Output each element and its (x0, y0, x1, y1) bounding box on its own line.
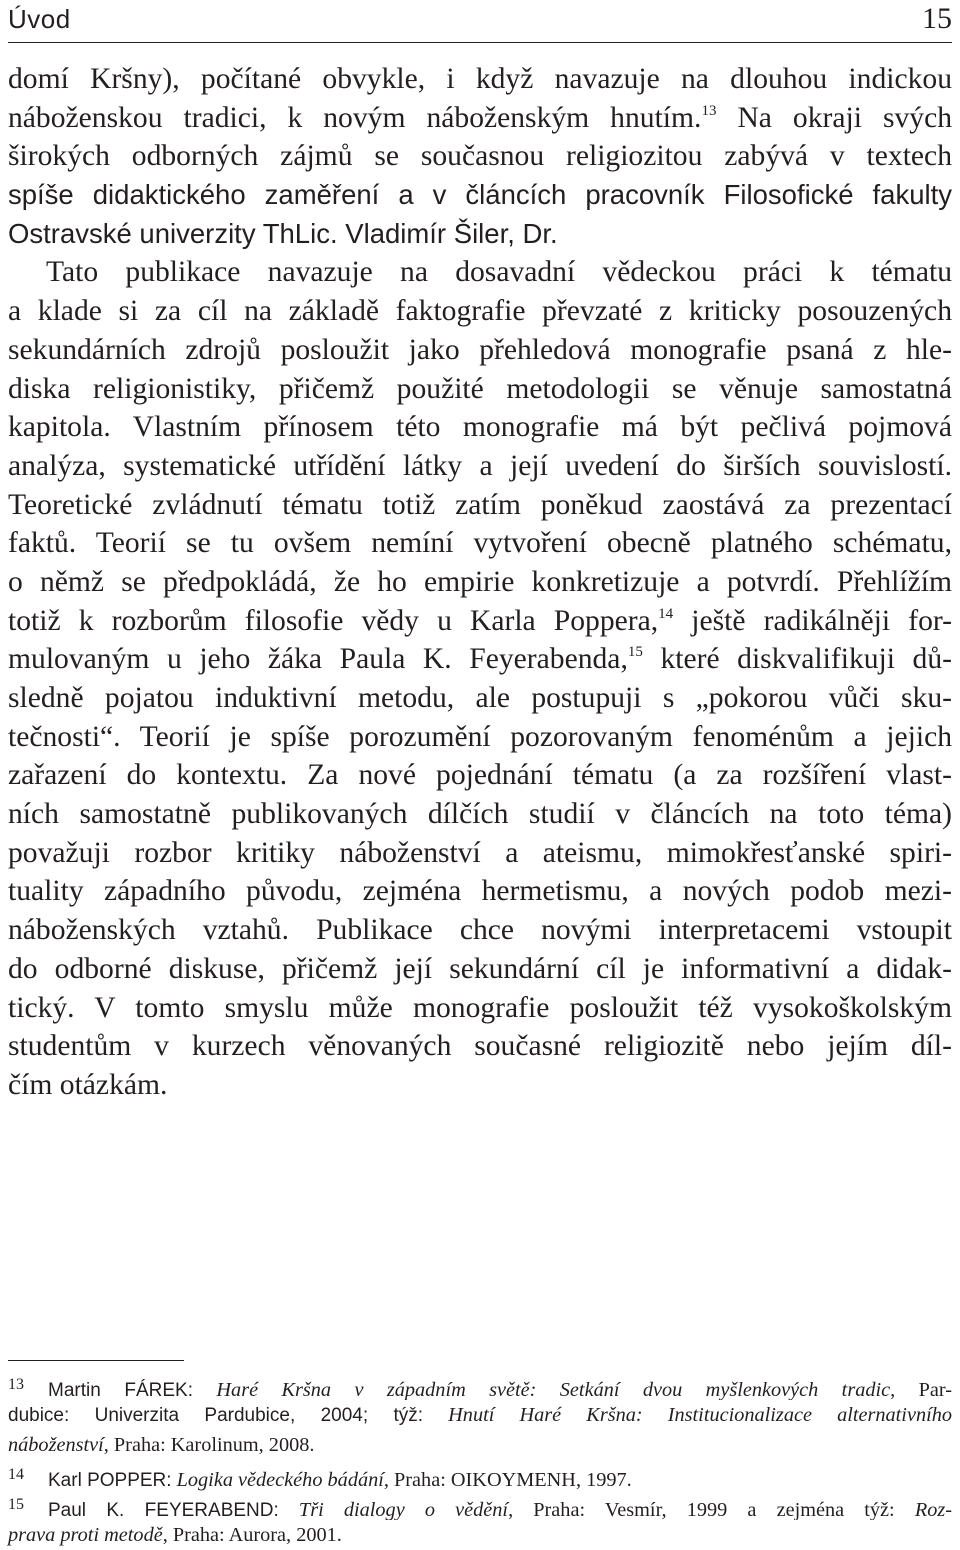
paragraph-start-line: Tato publikace navazuje na dosavadní vědeckou práci k tématu (46, 256, 952, 289)
body-line: tický. V tomto smyslu může monografie posloužit též vysokoškolským (8, 991, 952, 1024)
body-line: domí Kršny), počítané obvykle, i když navazuje na dlouhou indickou (8, 63, 952, 95)
body-line: Teoretické zvládnutí tématu totiž zatím poněkud zaostává za prezentací (8, 488, 952, 521)
footnote-title: Roz- (914, 1499, 952, 1520)
body-line: do odborné diskuse, přičemž její sekundární cíl je informativní a didak- (8, 952, 952, 985)
body-line: o němž se předpokládá, že ho empirie konkretizuje a potvrdí. Přehlížím (8, 565, 952, 598)
body-line (8, 602, 952, 641)
footnote-separator (8, 1360, 184, 1361)
footnote-title: Tři dialogy o vědění (298, 1499, 509, 1520)
text-fragment: dubice: Univerzita Pardubice, 2004; týž: (8, 1405, 424, 1426)
text-fragment: , Par- (890, 1379, 952, 1400)
body-line: studentům v kurzech věnovaných současné religiozitě nebo jejím díl- (8, 1030, 952, 1063)
footnote-title: Logika vědeckého bádání (176, 1469, 384, 1491)
footnote-14 (8, 1460, 952, 1490)
footnote-ref-13: 13 (701, 102, 717, 119)
page-number: 15 (922, 2, 952, 35)
footnote-ref-15: 15 (627, 644, 643, 661)
body-line: sekundárních zdrojů posloužit jako přehledová monografie psaná z hle- (8, 333, 952, 366)
footnote-number: 14 (8, 1466, 24, 1483)
text-fragment: ještě radikálněji for- (691, 604, 952, 637)
text-fragment: , Praha: Aurora, 2001. (162, 1524, 342, 1546)
body-line: diska religionistiky, přičemž použité metodologii se věnuje samostatná (8, 372, 952, 405)
text-fragment: , Praha: Karolinum, 2008. (103, 1434, 315, 1456)
body-line: ních samostatně publikovaných dílčích studií v článcích na toto téma) (8, 798, 952, 831)
footnote-13-line (8, 1400, 952, 1430)
footnote-ref-14: 14 (658, 605, 674, 622)
text-fragment: totiž k rozborům filosofie vědy u Karla Poppera, (8, 604, 659, 637)
footnote-title: Haré Kršna v západním světě: Setkání dvou myšlenkových tradic (216, 1379, 891, 1400)
body-line: tečnosti“. Teorií je spíše porozumění pozorovaným fenoménům a jejich (8, 720, 952, 753)
footnote-author: Martin FÁREK: (48, 1380, 194, 1400)
body-line: a klade si za cíl na základě faktografie převzaté z kriticky posouzených (8, 295, 952, 328)
footnotes (8, 1370, 952, 1550)
body-line: tuality západního původu, zejména hermetismu, a nových podob mezi- (8, 875, 952, 908)
footnote-15-line (8, 1520, 952, 1550)
body-line (8, 640, 952, 679)
body-line: Ostravské univerzity ThLic. Vladimír Šiler, Dr. (8, 217, 558, 249)
footnote-author: Karl POPPER: (48, 1470, 172, 1491)
running-header-title: Úvod (8, 4, 71, 34)
text-fragment: které diskvalifikuji dů- (660, 643, 952, 676)
body-line: kapitola. Vlastním přínosem této monografie má být pečlivá pojmová (8, 411, 952, 444)
running-header (8, 0, 952, 43)
footnote-15 (8, 1490, 952, 1520)
body-line: zařazení do kontextu. Za nové pojednání tématu (a za rozšíření vlast- (8, 759, 952, 792)
text-fragment: mulovaným u jeho žáka Paula K. Feyerabenda, (8, 643, 628, 676)
body-line: analýza, systematické utřídění látky a její uvedení do širších souvislostí. (8, 449, 952, 482)
body-line: sledně pojatou induktivní metodu, ale postupuji s „pokorou vůči sku- (8, 682, 952, 714)
footnote-number: 15 (8, 1496, 24, 1513)
footnote-title: náboženství (8, 1434, 104, 1456)
footnote-number: 13 (8, 1376, 24, 1393)
body-line: širokých odborných zájmů se současnou religiozitou zabývá v textech (8, 140, 952, 173)
body-text (8, 60, 952, 1105)
text-fragment: , Praha: OIKOYMENH, 1997. (383, 1469, 632, 1491)
body-line: spíše didaktického zaměření a v článcích pracovník Filosofické fakulty (8, 179, 952, 211)
body-line: náboženských vztahů. Publikace chce novými interpretacemi vstoupit (8, 914, 952, 947)
footnote-title: prava proti metodě (8, 1524, 163, 1546)
body-line: faktů. Teorií se tu ovšem nemíní vytvoření obecně platného schématu, (8, 527, 952, 560)
footnote-title: Hnutí Haré Kršna: Institucionalizace alternativního (448, 1404, 952, 1426)
body-line (8, 99, 952, 138)
body-line: považuji rozbor kritiky náboženství a ateismu, mimokřesťanské spiri- (8, 836, 952, 869)
text-fragment: náboženskou tradici, k novým náboženským hnutím. (8, 101, 702, 134)
text-fragment: Na okraji svých (737, 101, 952, 134)
footnote-author: Paul K. FEYERABEND: (48, 1500, 279, 1520)
footnote-13-line (8, 1430, 952, 1460)
text-fragment: , Praha: Vesmír, 1999 a zejména týž: (508, 1499, 895, 1520)
footnote-13 (8, 1370, 952, 1400)
body-line: čím otázkám. (8, 1068, 168, 1101)
